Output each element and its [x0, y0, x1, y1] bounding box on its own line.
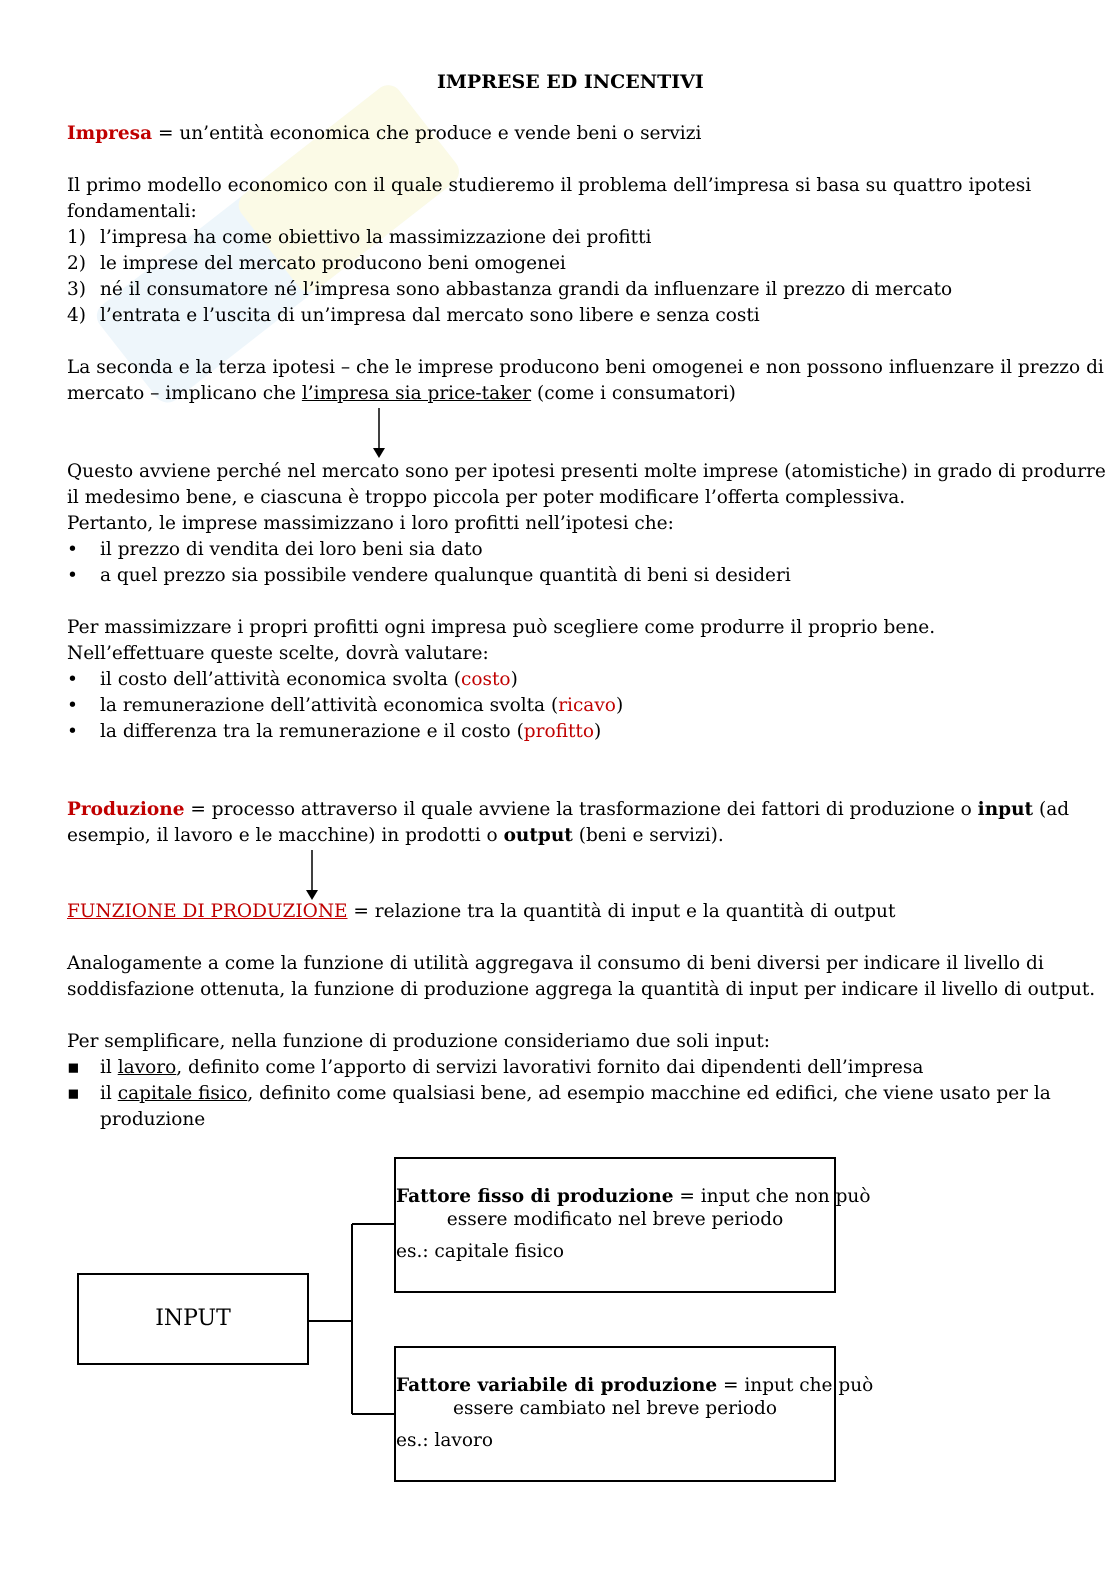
maximize-line-1: Per massimizzare i propri profitti ogni impresa può scegliere come produrre il proprio bene.	[67, 617, 936, 638]
intro-line-1: Il primo modello economico con il quale studieremo il problema dell’impresa si basa su quattro ipotesi	[67, 175, 1032, 196]
price-taker-phrase: l’impresa sia price-taker	[301, 383, 532, 404]
input-box	[77, 1273, 309, 1365]
hypothesis-item: 4) l’entrata e l’uscita di un’impresa dal mercato sono libere e senza costi	[67, 305, 760, 326]
page-title: IMPRESE ED INCENTIVI	[437, 71, 704, 93]
funzione-definition: FUNZIONE DI PRODUZIONE = relazione tra la quantità di input e la quantità di output	[67, 901, 896, 922]
condition-item: • a quel prezzo sia possibile vendere qualunque quantità di beni si desideri	[67, 565, 791, 586]
fixed-factor-definition: Fattore fisso di produzione = input che non può essere modificato nel breve periodo	[396, 1186, 871, 1230]
down-arrow-icon	[371, 408, 387, 460]
maximize-line-2: Nell’effettuare queste scelte, dovrà valutare:	[67, 643, 489, 664]
intro-line-2: fondamentali:	[67, 201, 197, 222]
second-third-line-1: La seconda e la terza ipotesi – che le imprese producono beni omogenei e non possono influenzare il prezzo di	[67, 357, 1104, 378]
therefore-line: Pertanto, le imprese massimizzano i loro profitti nell’ipotesi che:	[67, 513, 674, 534]
condition-item: • il prezzo di vendita dei loro beni sia dato	[67, 539, 483, 560]
hypothesis-item: 1) l’impresa ha come obiettivo la massimizzazione dei profitti	[67, 227, 652, 248]
down-arrow-icon	[304, 850, 320, 902]
impresa-term: Impresa	[67, 123, 153, 144]
diagram-connector	[300, 1215, 400, 1425]
input-item: ▪ il capitale fisico, definito come qualsiasi bene, ad esempio macchine ed edifici, che viene usato per la	[67, 1083, 1051, 1104]
evaluation-item: • la differenza tra la remunerazione e il costo (profitto)	[67, 721, 602, 742]
analog-line-2: soddisfazione ottenuta, la funzione di produzione aggrega la quantità di input per indicare il livello di output.	[67, 979, 1096, 1000]
second-third-line-2: mercato – implicano che l’impresa sia price-taker (come i consumatori)	[67, 383, 736, 404]
because-line-1: Questo avviene perché nel mercato sono per ipotesi presenti molte imprese (atomistiche) in grado di produrre	[67, 461, 1106, 482]
input-item: ▪ il lavoro, definito come l’apporto di servizi lavorativi fornito dai dipendenti dell’impresa	[67, 1057, 924, 1078]
produzione-definition: Produzione = processo attraverso il quale avviene la trasformazione dei fattori di produzione o input (ad	[67, 799, 1070, 820]
fixed-factor-box	[394, 1157, 871, 1293]
simplify-line: Per semplificare, nella funzione di produzione consideriamo due soli input:	[67, 1031, 770, 1052]
because-line-2: il medesimo bene, e ciascuna è troppo piccola per poter modificare l’offerta complessiva.	[67, 487, 906, 508]
evaluation-item: • il costo dell’attività economica svolta (costo)	[67, 669, 518, 690]
input-item-continuation: produzione	[100, 1109, 206, 1130]
impresa-definition: Impresa = un’entità economica che produce e vende beni o servizi	[67, 123, 702, 144]
input-box-label: INPUT	[155, 1306, 231, 1331]
variable-factor-example: es.: lavoro	[396, 1430, 493, 1451]
hypothesis-item: 3) né il consumatore né l’impresa sono abbastanza grandi da influenzare il prezzo di mercato	[67, 279, 953, 300]
hypothesis-item: 2) le imprese del mercato producono beni omogenei	[67, 253, 566, 274]
produzione-line-2: esempio, il lavoro e le macchine) in prodotti o output (beni e servizi).	[67, 825, 724, 846]
fixed-factor-example: es.: capitale fisico	[396, 1241, 565, 1262]
analog-line-1: Analogamente a come la funzione di utilità aggregava il consumo di beni diversi per indicare il livello di	[67, 953, 1044, 974]
evaluation-item: • la remunerazione dell’attività economica svolta (ricavo)	[67, 695, 624, 716]
produzione-term: Produzione	[67, 799, 185, 820]
variable-factor-definition: Fattore variabile di produzione = input che può essere cambiato nel breve periodo	[396, 1375, 874, 1419]
funzione-term: FUNZIONE DI PRODUZIONE	[67, 901, 348, 922]
variable-factor-box	[394, 1346, 874, 1482]
